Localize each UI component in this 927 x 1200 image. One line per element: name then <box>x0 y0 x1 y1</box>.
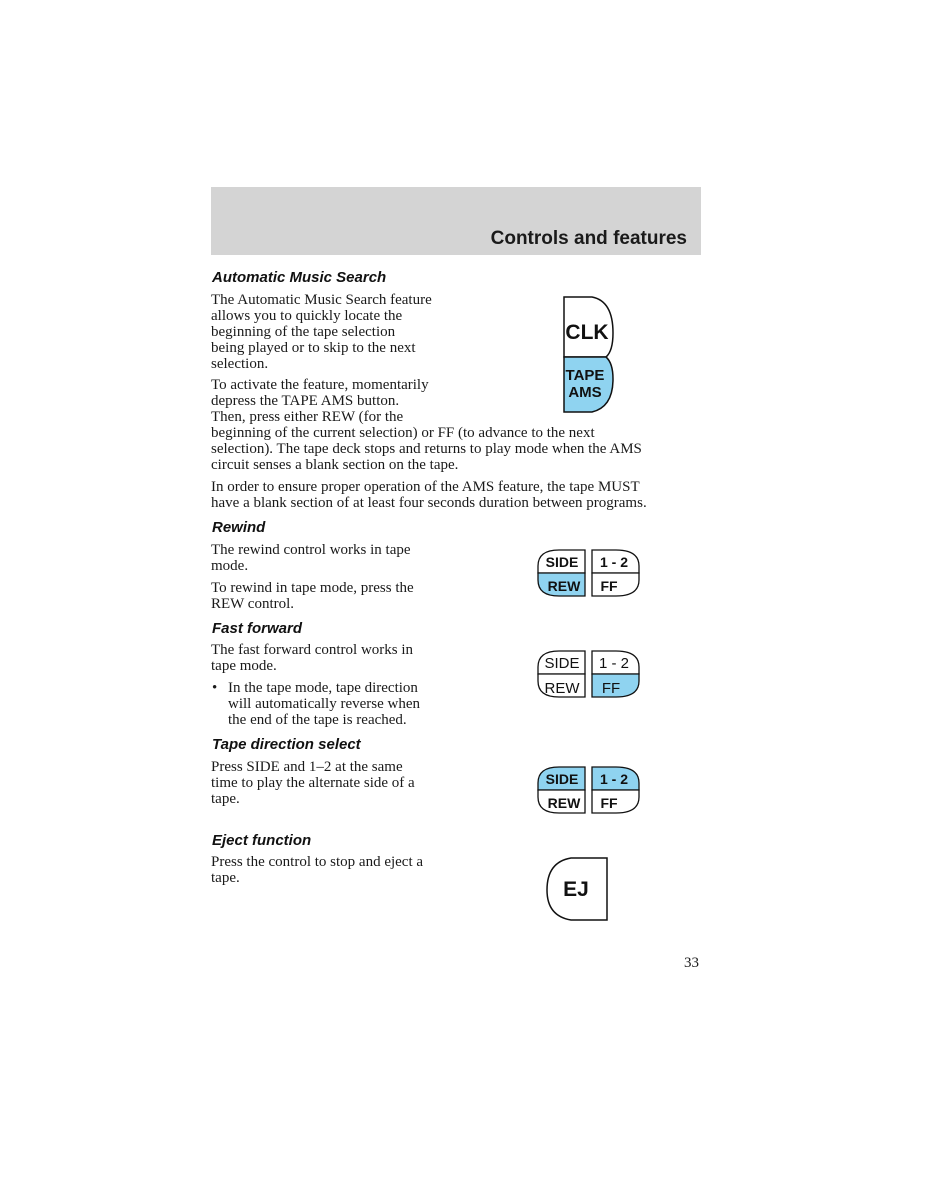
ams-label: AMS <box>568 384 602 401</box>
rewind-button-illustration <box>533 546 643 600</box>
svg-text:1 - 2: 1 - 2 <box>598 655 630 672</box>
tape-direction-paragraph-1: Press SIDE and 1–2 at the same time to play the alternate side of a tape. <box>211 759 415 807</box>
svg-text:1 - 2: 1 - 2 <box>599 771 629 787</box>
tape-direction-button-illustration <box>533 763 643 817</box>
ams-paragraph-2: To activate the feature, momentarily depress the TAPE AMS button. Then, press either REW (for the beginning of the current selection) or FF (to advance to the next selection). The tape deck stops and returns to play mode when the AMS circuit senses a blank section on the tape. <box>211 377 642 473</box>
rewind-heading: Rewind <box>212 519 266 536</box>
ams-paragraph-3: In order to ensure proper operation of the AMS feature, the tape MUST have a blank section of at least four seconds duration between programs. <box>211 479 647 511</box>
rewind-paragraph-2: To rewind in tape mode, press the REW control. <box>211 580 414 612</box>
header-band <box>211 187 701 255</box>
svg-text:REW: REW <box>547 795 581 811</box>
svg-text:1 - 2: 1 - 2 <box>599 554 629 570</box>
clk-label: CLK <box>565 321 609 344</box>
svg-text:SIDE: SIDE <box>545 771 579 787</box>
svg-text:REW: REW <box>544 680 580 697</box>
svg-text:SIDE: SIDE <box>545 554 579 570</box>
eject-button-illustration <box>543 854 613 924</box>
svg-text:SIDE: SIDE <box>544 655 580 672</box>
eject-paragraph-1: Press the control to stop and eject a tape. <box>211 854 424 886</box>
svg-text:FF: FF <box>600 795 618 811</box>
fast-forward-button-illustration <box>533 647 643 701</box>
ams-heading: Automatic Music Search <box>212 269 387 286</box>
eject-heading: Eject function <box>212 832 312 849</box>
fast-forward-paragraph-1: The fast forward control works in tape mode. <box>211 642 414 674</box>
rewind-paragraph-1: The rewind control works in tape mode. <box>211 542 411 574</box>
bullet-dot: • <box>212 680 218 696</box>
clk-tape-ams-button-illustration <box>560 293 620 415</box>
svg-text:FF: FF <box>601 680 621 697</box>
svg-text:REW: REW <box>547 578 581 594</box>
tape-label: TAPE <box>565 367 605 384</box>
page-number: 33 <box>684 955 699 971</box>
page-title: Controls and features <box>490 228 687 249</box>
svg-text:FF: FF <box>600 578 618 594</box>
tape-direction-heading: Tape direction select <box>212 736 361 753</box>
ej-label: EJ <box>563 878 589 901</box>
ams-paragraph-1: The Automatic Music Search feature allows you to quickly locate the beginning of the tape selection being played or to skip to the next selection. <box>211 292 432 372</box>
fast-forward-heading: Fast forward <box>212 620 303 637</box>
